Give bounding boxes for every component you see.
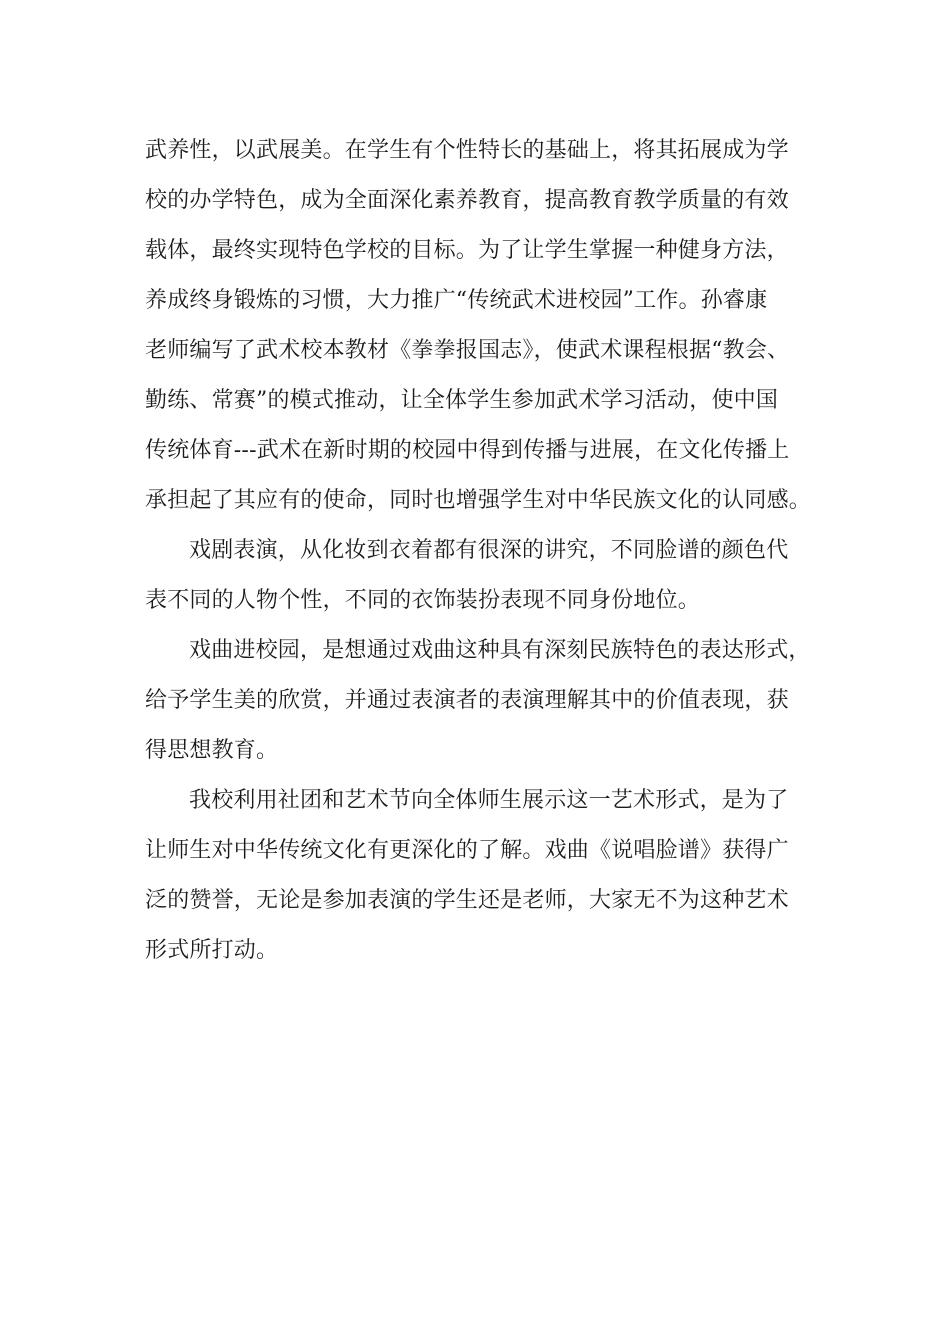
- text-line: 传统体育---武术在新时期的校园中得到传播与进展，在文化传播上: [145, 438, 790, 463]
- text-line: 载体，最终实现特色学校的目标。为了让学生掌握一种健身方法，: [145, 238, 789, 263]
- paragraph-art-festival: [145, 776, 815, 976]
- text-line: 老师编写了武术校本教材《拳拳报国志》，使武术课程根据“教会、: [145, 338, 790, 363]
- paragraph-drama: [145, 526, 815, 626]
- text-line: 武养性，以武展美。在学生有个性特长的基础上，将其拓展成为学: [145, 138, 789, 163]
- text-line: 给予学生美的欣赏，并通过表演者的表演理解其中的价值表现，获: [145, 688, 789, 713]
- text-line: 我校利用社团和艺术节向全体师生展示这一艺术形式，是为了: [189, 788, 789, 813]
- text-line: 校的办学特色，成为全面深化素养教育，提高教育教学质量的有效: [145, 188, 789, 213]
- text-line: 形式所打动。: [145, 938, 279, 963]
- text-line: 养成终身锻炼的习惯，大力推广“传统武术进校园”工作。孙睿康: [145, 288, 768, 313]
- paragraph-opera-campus: [145, 626, 815, 776]
- text-line: 泛的赞誉，无论是参加表演的学生还是老师，大家无不为这种艺术: [145, 888, 789, 913]
- text-line: 勤练、常赛”的模式推动，让全体学生参加武术学习活动，使中国: [145, 388, 779, 413]
- text-line: 得思想教育。: [145, 738, 279, 763]
- text-line: 承担起了其应有的使命，同时也增强学生对中华民族文化的认同感。: [145, 488, 812, 513]
- text-line: 戏曲进校园，是想通过戏曲这种具有深刻民族特色的表达形式，: [189, 638, 811, 663]
- text-line: 表不同的人物个性，不同的衣饰装扮表现不同身份地位。: [145, 588, 701, 613]
- paragraph-wushu: [145, 126, 815, 526]
- text-line: 戏剧表演，从化妆到衣着都有很深的讲究，不同脸谱的颜色代: [189, 538, 789, 563]
- text-line: 让师生对中华传统文化有更深化的了解。戏曲《说唱脸谱》获得广: [145, 838, 789, 863]
- document-body: [145, 126, 815, 976]
